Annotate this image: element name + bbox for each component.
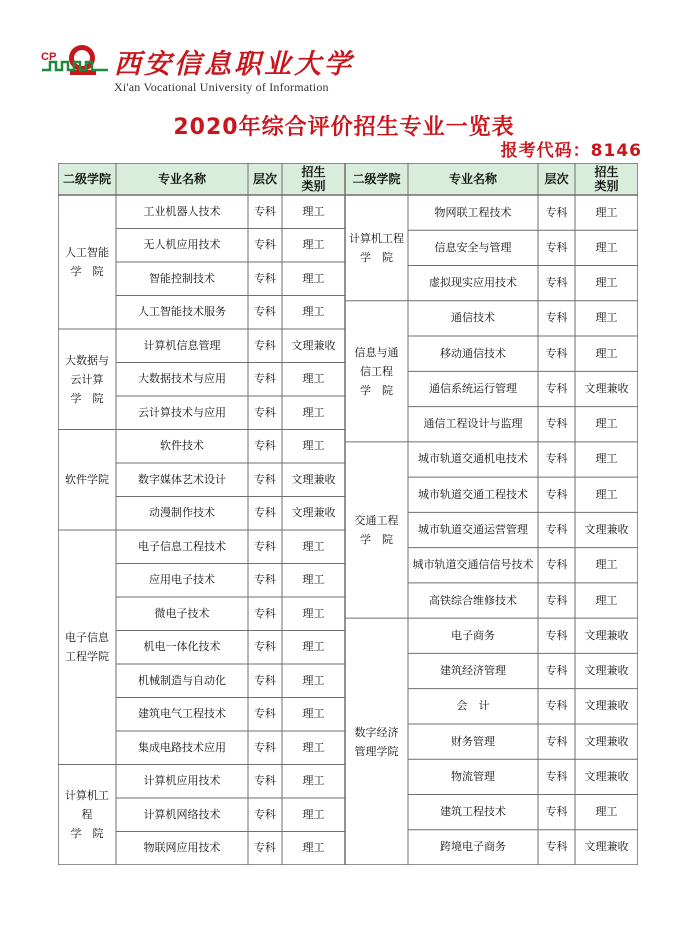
major-level: 专科 <box>545 381 568 395</box>
header-category: 招生 类别 <box>594 165 619 193</box>
major-name: 工业机器人技术 <box>143 204 221 218</box>
major-name: 计算机应用技术 <box>143 774 221 788</box>
major-category: 文理兼收 <box>291 472 336 486</box>
major-category: 理工 <box>595 240 618 254</box>
major-level: 专科 <box>545 346 568 360</box>
college-name: 软件学院 <box>65 473 109 487</box>
major-category: 文理兼收 <box>584 664 629 678</box>
major-category: 文理兼收 <box>584 522 629 536</box>
major-name: 城市轨道交通机电技术 <box>418 452 528 466</box>
major-level: 专科 <box>545 240 568 254</box>
major-category: 理工 <box>302 238 325 252</box>
major-category: 理工 <box>302 539 325 553</box>
major-category: 理工 <box>302 807 325 821</box>
major-level: 专科 <box>254 707 276 721</box>
major-level: 专科 <box>545 805 568 819</box>
major-name: 动漫制作技术 <box>149 506 215 520</box>
major-name: 虚拟现实应用技术 <box>429 276 517 290</box>
header-level: 层次 <box>252 172 277 186</box>
major-name: 软件技术 <box>160 439 204 453</box>
major-level: 专科 <box>545 840 568 854</box>
major-category: 理工 <box>302 740 325 754</box>
major-name: 计算机网络技术 <box>143 807 221 821</box>
major-name: 建筑工程技术 <box>440 805 506 819</box>
major-category: 文理兼收 <box>584 769 629 783</box>
major-category: 理工 <box>595 593 618 607</box>
college-name: 人工智能 学 院 <box>65 246 109 278</box>
major-category: 理工 <box>595 805 618 819</box>
major-category: 文理兼收 <box>584 699 629 713</box>
major-level: 专科 <box>254 539 276 553</box>
major-name: 计算机信息管理 <box>143 338 221 352</box>
major-category: 理工 <box>595 346 618 360</box>
major-name: 城市轨道交通信信号技术 <box>412 558 534 572</box>
major-name: 城市轨道交通工程技术 <box>418 487 528 501</box>
major-name: 通信工程设计与监理 <box>423 417 523 431</box>
major-level: 专科 <box>545 205 568 219</box>
major-category: 理工 <box>595 276 618 290</box>
major-name: 电子信息工程技术 <box>138 539 226 553</box>
major-level: 专科 <box>254 204 276 218</box>
major-category: 文理兼收 <box>584 840 629 854</box>
header-level: 层次 <box>544 172 569 186</box>
major-category: 文理兼收 <box>584 734 629 748</box>
major-category: 理工 <box>595 311 618 325</box>
major-name: 物流管理 <box>451 769 495 783</box>
major-name: 移动通信技术 <box>440 346 506 360</box>
major-level: 专科 <box>254 439 276 453</box>
major-name: 云计算技术与应用 <box>138 405 226 419</box>
major-level: 专科 <box>545 769 568 783</box>
major-name: 数字媒体艺术设计 <box>138 472 226 486</box>
major-level: 专科 <box>254 405 276 419</box>
page-title: 2020年综合评价招生专业一览表 <box>173 115 515 140</box>
major-level: 专科 <box>254 472 276 486</box>
major-name: 物网联工程技术 <box>434 205 512 219</box>
logo-badge-text: CP <box>41 51 57 63</box>
major-category: 理工 <box>595 417 618 431</box>
major-level: 专科 <box>545 558 568 572</box>
university-emblem-icon <box>40 40 110 84</box>
major-level: 专科 <box>545 628 568 642</box>
major-category: 文理兼收 <box>584 628 629 642</box>
major-name: 通信技术 <box>451 311 495 325</box>
major-level: 专科 <box>254 807 276 821</box>
major-category: 理工 <box>302 405 325 419</box>
major-level: 专科 <box>545 699 568 713</box>
major-category: 理工 <box>302 707 325 721</box>
university-logo <box>40 36 370 98</box>
major-level: 专科 <box>545 593 568 607</box>
major-category: 理工 <box>302 673 325 687</box>
major-level: 专科 <box>545 487 568 501</box>
major-level: 专科 <box>254 305 276 319</box>
header-major-name: 专业名称 <box>448 172 497 186</box>
major-name: 会 计 <box>456 699 490 713</box>
major-category: 理工 <box>302 271 325 285</box>
major-name: 智能控制技术 <box>149 271 215 285</box>
major-level: 专科 <box>254 573 276 587</box>
major-category: 文理兼收 <box>291 338 336 352</box>
college-name: 信息与通 信工程 学 院 <box>354 345 399 397</box>
major-category: 理工 <box>302 606 325 620</box>
major-category: 理工 <box>302 305 325 319</box>
college-name: 计算机工程 学 院 <box>349 231 404 264</box>
major-name: 应用电子技术 <box>149 573 215 587</box>
major-name: 大数据技术与应用 <box>138 372 226 386</box>
college-name: 计算机工程 学 院 <box>65 789 109 841</box>
major-category: 文理兼收 <box>291 506 336 520</box>
exam-code: 报考代码：8146 <box>500 141 642 161</box>
major-name: 无人机应用技术 <box>143 238 221 252</box>
major-name: 机电一体化技术 <box>143 640 221 654</box>
header-major-name: 专业名称 <box>157 172 206 186</box>
major-level: 专科 <box>545 452 568 466</box>
major-category: 理工 <box>302 573 325 587</box>
major-category: 理工 <box>595 558 618 572</box>
college-name: 数字经济 管理学院 <box>354 725 399 758</box>
major-name: 财务管理 <box>451 734 495 748</box>
major-name: 信息安全与管理 <box>434 240 512 254</box>
major-level: 专科 <box>254 271 276 285</box>
major-level: 专科 <box>254 740 276 754</box>
header-category: 招生 类别 <box>301 165 326 193</box>
majors-table <box>58 163 638 865</box>
major-name: 机械制造与自动化 <box>138 673 226 687</box>
college-name: 电子信息 工程学院 <box>65 631 109 664</box>
major-level: 专科 <box>254 841 276 855</box>
major-name: 微电子技术 <box>154 606 210 620</box>
major-name: 高铁综合维修技术 <box>429 593 517 607</box>
major-level: 专科 <box>254 606 276 620</box>
major-name: 城市轨道交通运营管理 <box>418 522 528 536</box>
major-category: 理工 <box>302 774 325 788</box>
university-name-en: Xi'an Vocational University of Information <box>114 80 329 94</box>
major-level: 专科 <box>254 338 276 352</box>
major-level: 专科 <box>545 276 568 290</box>
major-category: 理工 <box>302 204 325 218</box>
major-category: 文理兼收 <box>584 381 629 395</box>
header-college: 二级学院 <box>352 172 401 186</box>
major-level: 专科 <box>254 372 276 386</box>
major-category: 理工 <box>302 841 325 855</box>
major-level: 专科 <box>254 506 276 520</box>
major-category: 理工 <box>595 487 618 501</box>
major-category: 理工 <box>302 439 325 453</box>
major-name: 建筑经济管理 <box>440 664 506 678</box>
major-category: 理工 <box>595 205 618 219</box>
college-name: 交通工程 学 院 <box>354 513 399 546</box>
college-name: 大数据与 云计算 学 院 <box>65 353 109 405</box>
major-level: 专科 <box>545 522 568 536</box>
major-level: 专科 <box>254 640 276 654</box>
major-category: 理工 <box>302 640 325 654</box>
major-level: 专科 <box>254 238 276 252</box>
major-level: 专科 <box>254 774 276 788</box>
major-level: 专科 <box>254 673 276 687</box>
major-level: 专科 <box>545 417 568 431</box>
major-level: 专科 <box>545 311 568 325</box>
major-level: 专科 <box>545 734 568 748</box>
major-name: 跨境电子商务 <box>440 840 506 854</box>
major-name: 电子商务 <box>451 628 495 642</box>
university-name-cn: 西安信息职业大学 <box>114 49 354 80</box>
major-category: 理工 <box>595 452 618 466</box>
major-name: 通信系统运行管理 <box>429 381 517 395</box>
major-name: 建筑电气工程技术 <box>138 707 226 721</box>
major-level: 专科 <box>545 664 568 678</box>
major-name: 人工智能技术服务 <box>138 305 226 319</box>
major-name: 集成电路技术应用 <box>138 740 226 754</box>
header-college: 二级学院 <box>62 172 111 186</box>
major-name: 物联网应用技术 <box>143 841 221 855</box>
major-category: 理工 <box>302 372 325 386</box>
